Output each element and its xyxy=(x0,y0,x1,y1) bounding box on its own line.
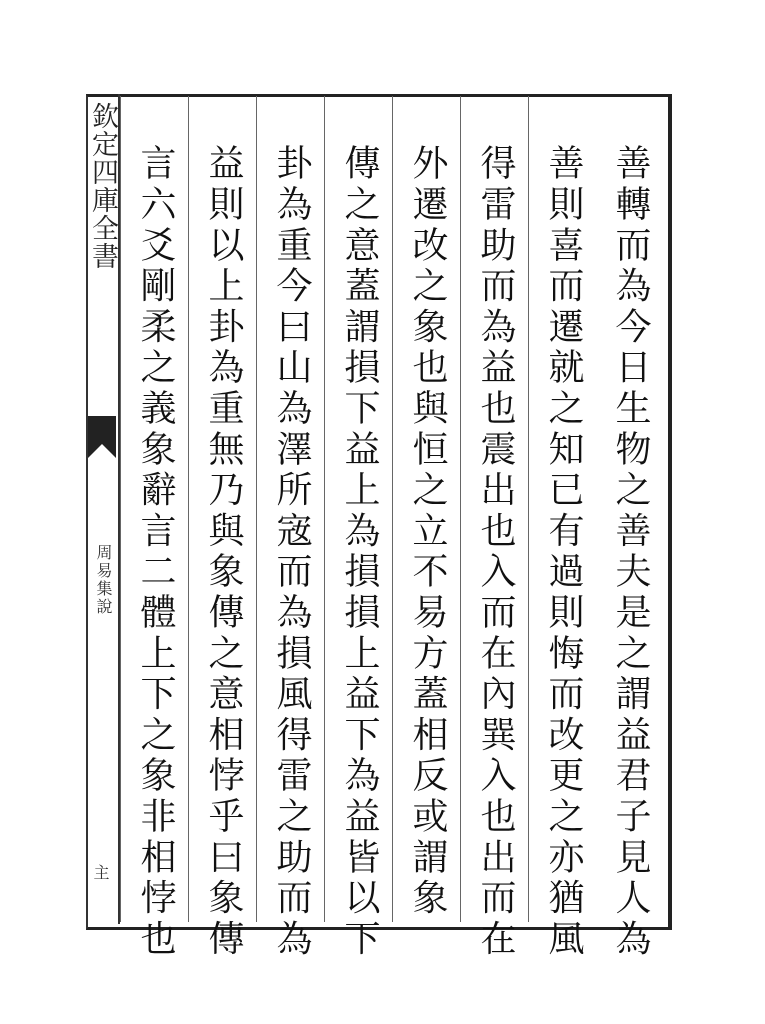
column-text: 言六爻剛柔之義象辭言二體上下之象非相悖也 xyxy=(135,144,176,960)
section-title: 周易集說 xyxy=(94,544,113,616)
column-text: 卦為重今曰山為澤所宼而為損風得雷之助而為 xyxy=(271,144,312,960)
text-column-7 xyxy=(188,96,256,960)
text-body xyxy=(118,96,664,960)
text-column-5 xyxy=(324,96,392,960)
column-text: 益則以上卦為重無乃與象傳之意相悖乎曰象傳 xyxy=(203,144,244,960)
column-text: 善則喜而遷就之知已有過則悔而改更之亦猶風 xyxy=(543,144,584,960)
column-text: 得雷助而為益也震出也入而在內巽入也出而在 xyxy=(475,144,516,960)
text-column-3 xyxy=(460,96,528,960)
text-column-2 xyxy=(528,96,596,960)
column-text: 善轉而為今日生物之善夫是之謂益君子見人為 xyxy=(610,144,651,960)
fish-tail-mark-icon xyxy=(86,414,118,462)
text-column-8 xyxy=(120,96,188,960)
book-title: 欽定四庫全書 xyxy=(87,102,118,270)
column-text: 傳之意蓋謂損下益上為損損上益下為益皆以下 xyxy=(339,144,380,960)
page-margin xyxy=(86,94,120,924)
text-column-1 xyxy=(596,96,664,960)
text-column-4 xyxy=(392,96,460,922)
text-column-6 xyxy=(256,96,324,960)
column-text: 外遷改之象也與恒之立不易方蓋相反或謂象 xyxy=(407,144,448,920)
page-number: 主 xyxy=(91,864,110,880)
